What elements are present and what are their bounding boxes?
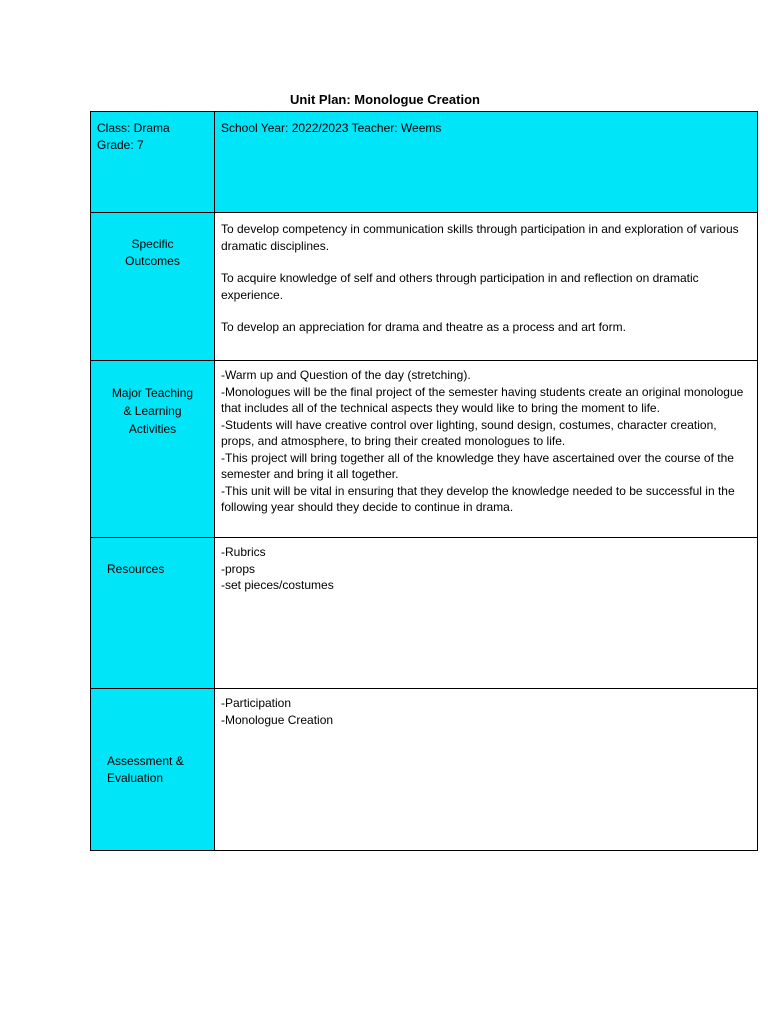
activity-item: -Students will have creative control over lighting, sound design, costumes, character creation, props, and atmosphere, to bring their created monologues to life. <box>221 417 717 448</box>
activity-item: -This unit will be vital in ensuring that they develop the knowledge needed to be successful in the following year should they decide to continue in drama. <box>221 483 735 514</box>
table-row-header <box>91 112 758 213</box>
table-row-outcomes <box>91 213 758 361</box>
outcome-item: To develop competency in communication skills through participation in and exploration of various dramatic disciplines. <box>221 222 739 253</box>
teaching-label-line1: Major Teaching <box>111 386 194 400</box>
school-year-cell <box>215 112 758 213</box>
assessment-content-cell <box>215 689 758 851</box>
assessment-label-line2: Evaluation <box>107 770 164 785</box>
resources-content-cell <box>215 538 758 689</box>
assessment-label-line1: Assessment & <box>107 754 184 768</box>
resource-item: -Rubrics <box>221 545 266 559</box>
outcomes-content-cell <box>215 213 758 361</box>
outcomes-label-line1: Specific <box>131 237 174 251</box>
resource-item: -props <box>221 561 256 576</box>
school-year-teacher: School Year: 2022/2023 Teacher: Weems <box>221 121 442 135</box>
teaching-content-cell <box>215 361 758 538</box>
assessment-label-cell <box>91 689 215 851</box>
table-row-assessment <box>91 689 758 851</box>
table-row-teaching <box>91 361 758 538</box>
resources-label-cell <box>91 538 215 689</box>
title-text: Unit Plan: Monologue Creation <box>290 92 480 107</box>
teaching-label-cell <box>91 361 215 538</box>
activity-item: -Warm up and Question of the day (stretching). <box>221 368 471 382</box>
assessment-item: -Monologue Creation <box>221 712 334 727</box>
class-grade-cell <box>91 112 215 213</box>
activity-item: -This project will bring together all of the knowledge they have ascertained over the course of the semester and bring it all together. <box>221 450 734 481</box>
teaching-label-line2: & Learning <box>123 404 182 418</box>
table-row-resources <box>91 538 758 689</box>
resource-item: -set pieces/costumes <box>221 578 334 592</box>
outcome-item: To acquire knowledge of self and others through participation in and reflection on dramatic experience. <box>221 271 699 302</box>
outcome-item: To develop an appreciation for drama and theatre as a process and art form. <box>221 320 626 334</box>
resources-label: Resources <box>107 562 165 576</box>
activity-item: -Monologues will be the final project of the semester having students create an original monologue that includes all of the technical aspects they would like to bring the moment to life. <box>221 384 744 415</box>
outcomes-label-cell <box>91 213 215 361</box>
outcomes-label-line2: Outcomes <box>125 253 180 268</box>
teaching-label-line3: Activities <box>128 422 177 436</box>
unit-plan-table <box>90 111 758 851</box>
document-title <box>0 92 768 108</box>
assessment-item: -Participation <box>221 696 292 710</box>
grade-label: Grade: 7 <box>97 137 144 152</box>
class-label: Class: Drama <box>97 121 170 135</box>
